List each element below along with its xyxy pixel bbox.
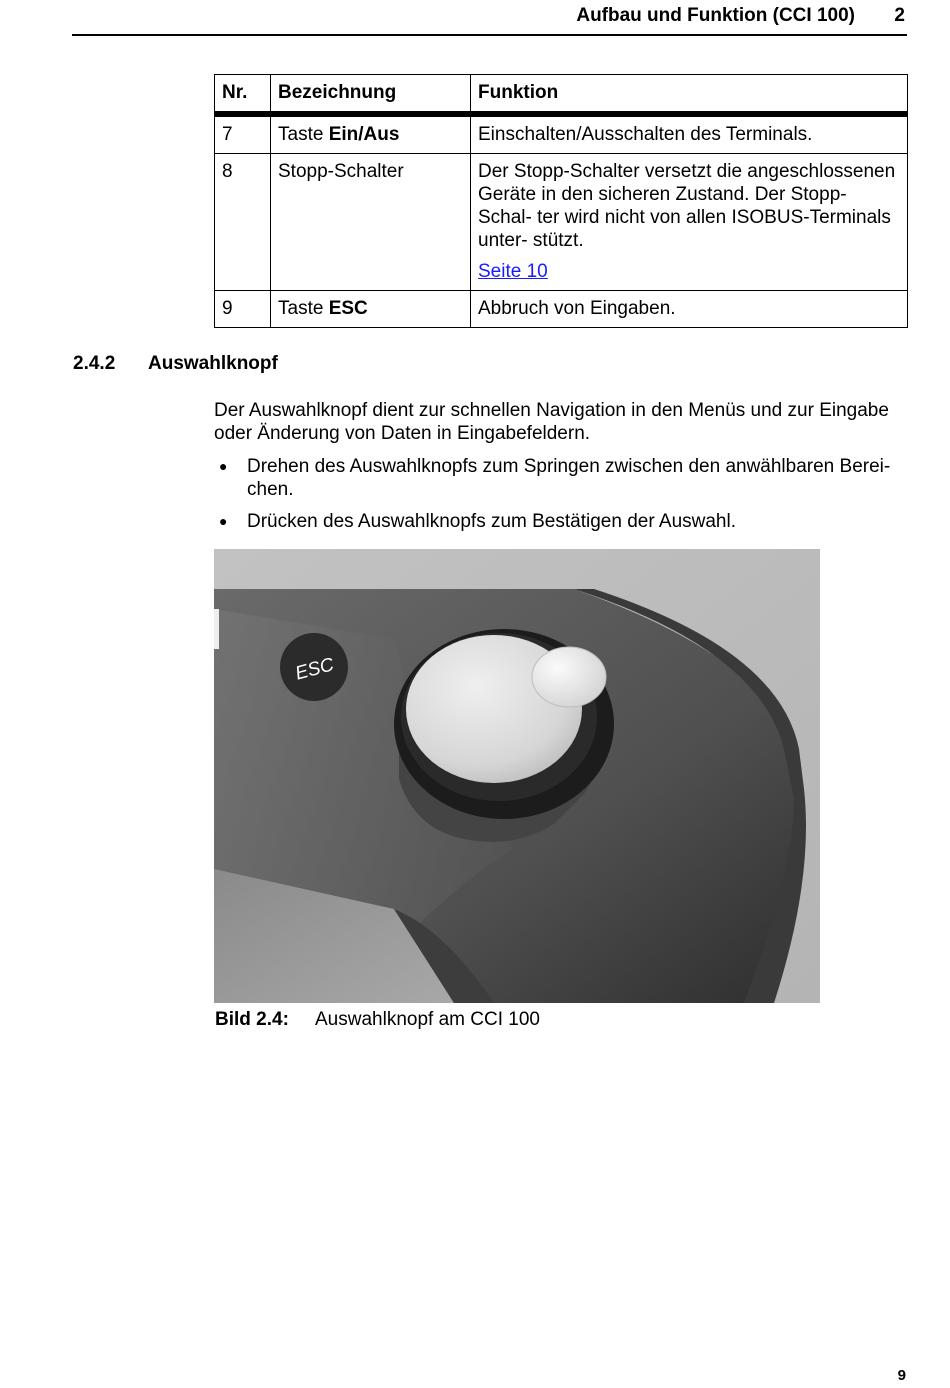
esc-button-label: ESC — [293, 654, 337, 685]
bullet-icon: ● — [219, 513, 228, 529]
table-row — [215, 291, 908, 328]
row-funktion: Abbruch von Eingaben. — [471, 291, 908, 328]
table-header-row — [215, 75, 908, 115]
bullet-icon: ● — [219, 458, 228, 474]
row-bezeichnung — [271, 291, 471, 328]
list-item — [214, 510, 908, 533]
section-number: 2.4.2 — [73, 353, 116, 374]
row-bezeichnung — [271, 114, 471, 154]
bezeichnung-key: ESC — [328, 298, 368, 319]
function-table — [214, 74, 908, 328]
figure-selection-knob-photo — [214, 549, 820, 1003]
bezeichnung-prefix: Taste — [278, 124, 329, 145]
bullet-list — [214, 455, 908, 542]
row-nr: 8 — [215, 154, 271, 291]
column-header-nr: Nr. — [215, 75, 271, 115]
bezeichnung-prefix: Stopp-Schalter — [278, 161, 404, 182]
list-item-text: Drehen des Auswahlknopfs zum Springen zwischen den anwählbaren Berei- chen. — [247, 456, 891, 500]
bezeichnung-prefix: Taste — [278, 298, 329, 319]
row-nr: 7 — [215, 114, 271, 154]
page-reference-link[interactable]: Seite 10 — [478, 261, 548, 282]
column-header-bezeichnung: Bezeichnung — [271, 75, 471, 115]
page-number: 9 — [897, 1367, 906, 1384]
list-item — [214, 455, 908, 501]
table-row — [215, 154, 908, 291]
bezeichnung-key: Ein/Aus — [328, 124, 400, 145]
column-header-funktion: Funktion — [471, 75, 908, 115]
figure-caption-label: Bild 2.4: — [215, 1009, 289, 1030]
figure-caption-text: Auswahlknopf am CCI 100 — [315, 1009, 540, 1030]
row-funktion — [471, 154, 908, 291]
list-item-text: Drücken des Auswahlknopfs zum Bestätigen der Auswahl. — [247, 511, 736, 532]
row-nr: 9 — [215, 291, 271, 328]
terminal-photo-illustration — [214, 549, 820, 1003]
header-chapter-number: 2 — [894, 5, 905, 26]
table-row — [215, 114, 908, 154]
section-title: Auswahlknopf — [148, 353, 278, 374]
row-funktion: Einschalten/Ausschalten des Terminals. — [471, 114, 908, 154]
page-header — [72, 0, 907, 36]
funktion-text: Der Stopp-Schalter versetzt die angeschlossenen Geräte in den sicheren Zustand. Der Stopp-Schal- ter wird nicht von allen ISOBUS-Terminals unter- stützt. — [478, 161, 896, 251]
header-title: Aufbau und Funktion (CCI 100) — [576, 5, 855, 26]
section-intro: Der Auswahlknopf dient zur schnellen Navigation in den Menüs und zur Eingabe oder Änderung von Daten in Eingabefeldern. — [214, 400, 889, 444]
row-bezeichnung — [271, 154, 471, 291]
